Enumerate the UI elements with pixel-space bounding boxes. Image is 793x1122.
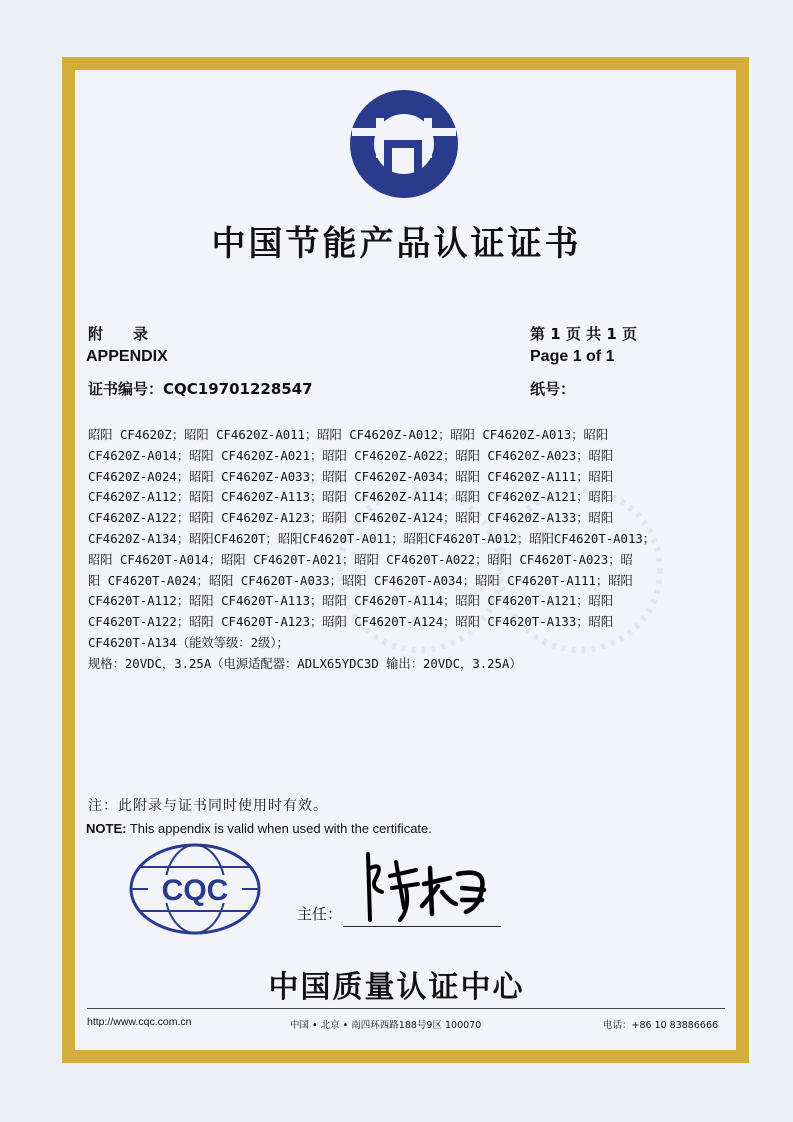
director-label: 主任：	[297, 905, 343, 923]
body-line: CF4620Z-A014；昭阳 CF4620Z-A021；昭阳 CF4620Z-A022；昭阳 CF4620Z-A023；昭阳	[88, 448, 614, 463]
cert-number-value: CQC19701228547	[163, 380, 313, 398]
certificate-title: 中国节能产品认证证书	[211, 224, 582, 264]
note-cn: 注：此附录与证书同时使用时有效。	[88, 798, 328, 814]
page-indicator-cn: 第 1 页 共 1 页	[530, 325, 637, 343]
body-line: CF4620T-A122；昭阳 CF4620T-A123；昭阳 CF4620T-A124；昭阳 CF4620T-A133；昭阳	[88, 615, 614, 630]
footer-website: http://www.cqc.com.cn	[87, 1016, 192, 1028]
issuer-name: 中国质量认证中心	[268, 970, 525, 1005]
energy-saving-logo	[348, 88, 460, 200]
cert-number-label: 证书编号：	[88, 380, 164, 398]
paper-number-label: 纸号：	[530, 380, 576, 398]
body-line: CF4620Z-A134；昭阳CF4620T；昭阳CF4620T-A011；昭阳CF4620T-A012；昭阳CF4620T-A013；	[88, 531, 656, 546]
cert-number	[88, 378, 313, 399]
footer-phone: 电话：+86 10 83886666	[603, 1020, 719, 1031]
appendix-label-en: APPENDIX	[86, 348, 168, 365]
cqc-logo-text: CQC	[161, 874, 229, 907]
body-line: 阳 CF4620T-A024；昭阳 CF4620T-A033；昭阳 CF4620T-A034；昭阳 CF4620T-A111；昭阳	[88, 573, 633, 588]
body-line: 昭阳 CF4620Z；昭阳 CF4620Z-A011；昭阳 CF4620Z-A012；昭阳 CF4620Z-A013；昭阳	[88, 428, 609, 442]
cqc-logo	[128, 842, 262, 936]
body-line: CF4620Z-A112；昭阳 CF4620Z-A113；昭阳 CF4620Z-A114；昭阳 CF4620Z-A121；昭阳	[88, 490, 614, 505]
body-line: CF4620Z-A122；昭阳 CF4620Z-A123；昭阳 CF4620Z-A124；昭阳 CF4620Z-A133；昭阳	[88, 511, 614, 526]
body-line: CF4620T-A112；昭阳 CF4620T-A113；昭阳 CF4620T-A114；昭阳 CF4620T-A121；昭阳	[88, 594, 614, 609]
page-indicator-en: Page 1 of 1	[530, 348, 615, 365]
footer-divider	[87, 1008, 725, 1009]
director-signature	[346, 848, 506, 928]
appendix-body	[88, 425, 710, 675]
body-line: CF4620Z-A024；昭阳 CF4620Z-A033；昭阳 CF4620Z-A034；昭阳 CF4620Z-A111；昭阳	[88, 469, 614, 484]
note-en	[86, 821, 432, 836]
body-line: 昭阳 CF4620T-A014；昭阳 CF4620T-A021；昭阳 CF4620T-A022；昭阳 CF4620T-A023；昭	[88, 552, 633, 567]
note-en-label: NOTE:	[86, 821, 127, 836]
body-line: CF4620T-A134（能效等级：2级）；	[88, 635, 289, 650]
body-line: 规格：20VDC，3.25A（电源适配器：ADLX65YDC3D 输出：20VDC，3.25A）	[88, 656, 522, 671]
signature-line	[343, 926, 501, 927]
note-en-text: This appendix is valid when used with the certificate.	[126, 821, 432, 836]
appendix-label-cn: 附 录	[88, 325, 149, 343]
footer-address: 中国 • 北京 • 南四环西路188号9区 100070	[290, 1020, 482, 1031]
